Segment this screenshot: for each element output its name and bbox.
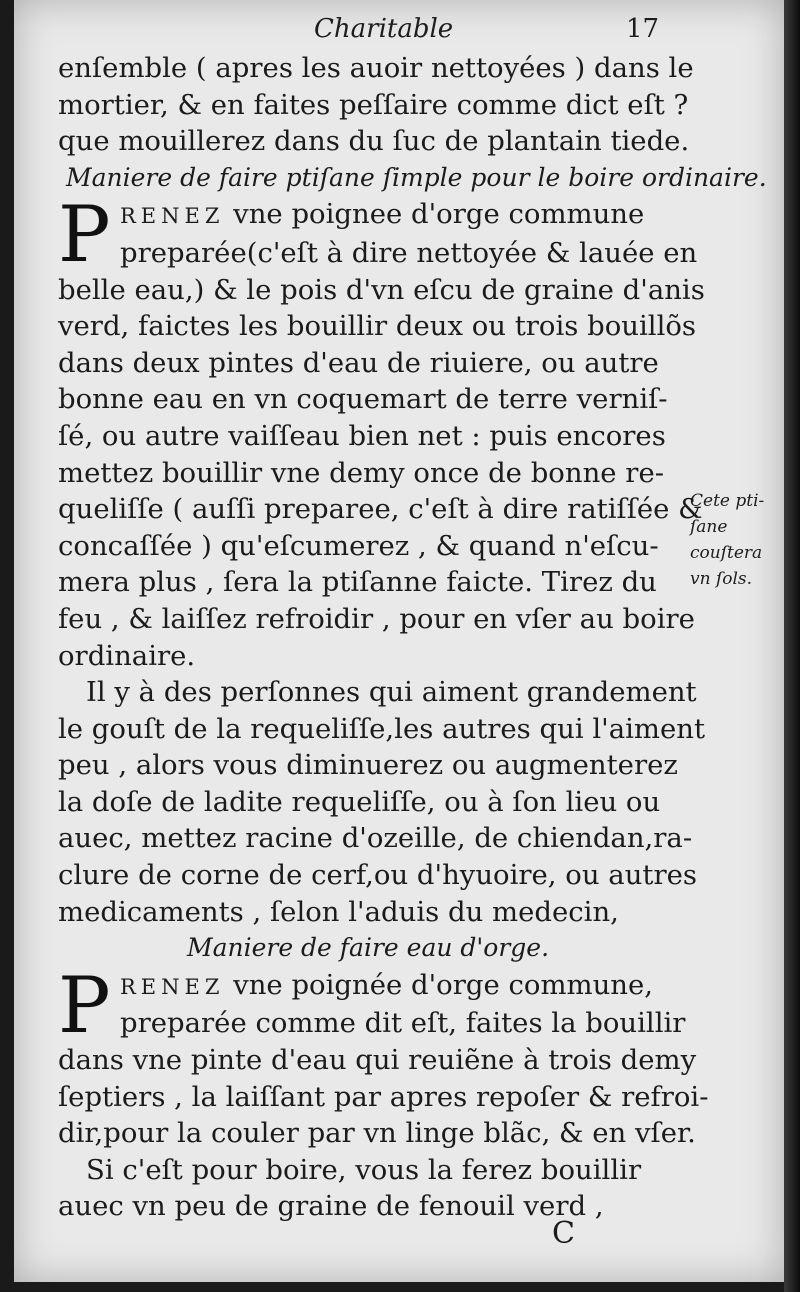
- margin-note-line: couſtera: [690, 543, 763, 563]
- text-line: belle eau,) & le pois d'vn eſcu de graine d'anis: [58, 273, 705, 306]
- text-line: queliſſe ( auſſi preparee, c'eſt à dire ratiſſée &: [58, 493, 703, 526]
- drop-capital: P: [58, 190, 111, 281]
- section-eau-dorge: [58, 960, 686, 1051]
- text-line: [58, 967, 678, 1006]
- text-line: medicaments , ſelon l'aduis du medecin,: [58, 895, 619, 928]
- text-line: mera plus , ſera la ptiſanne faicte. Tirez du: [58, 566, 657, 599]
- text-line: ſé, ou autre vaiſſeau bien net : puis encores: [58, 419, 666, 452]
- small-caps-word: RENEZ: [120, 974, 225, 999]
- text-line: Si c'eſt pour boire, vous la ferez bouillir: [86, 1153, 642, 1186]
- book-page: [14, 0, 784, 1282]
- text-line: peu , alors vous diminuerez ou augmenterez: [58, 749, 678, 782]
- text-line: clure de corne de cerf,ou d'hyuoire, ou autres: [58, 859, 697, 892]
- signature-mark: C: [552, 1216, 575, 1251]
- section-ptisane: [58, 190, 698, 281]
- drop-capital: P: [58, 960, 111, 1051]
- text-line: preparée(c'eſt à dire nettoyée & lauée en: [120, 236, 698, 269]
- margin-note-line: ſane: [690, 517, 728, 537]
- text-line: concaſſée ) qu'eſcumerez , & quand n'eſcu-: [58, 529, 659, 562]
- text-line: ordinaire.: [58, 639, 196, 672]
- text-line: auec vn peu de graine de fenouil verd ,: [58, 1190, 604, 1223]
- text-line: enſemble ( apres les auoir nettoyées ) dans le: [58, 52, 694, 84]
- page-number: 17: [626, 14, 660, 44]
- text-line: auec, mettez racine d'ozeille, de chiendan,ra-: [58, 822, 693, 855]
- text-fragment: vne poignee d'orge commune: [224, 198, 645, 231]
- text-line: verd, faictes les bouillir deux ou trois bouillõs: [58, 310, 697, 343]
- text-line: ſeptiers , la laiſſant par apres repoſer & refroi-: [58, 1080, 709, 1113]
- text-fragment: vne poignée d'orge commune,: [224, 968, 654, 1001]
- page-edge-shadow: [784, 0, 800, 1292]
- text-line: bonne eau en vn coquemart de terre verniſ-: [58, 383, 668, 416]
- margin-note: [690, 488, 780, 592]
- text-line: le gouſt de la requeliſſe,les autres qui l'aiment: [58, 712, 706, 745]
- text-line: [58, 196, 678, 235]
- running-head: Charitable: [314, 14, 454, 44]
- text-line: dir,pour la couler par vn linge blãc, & en vſer.: [58, 1117, 696, 1150]
- section-heading-eau-dorge: Maniere de faire eau d'orge.: [186, 933, 550, 963]
- text-line: mettez bouillir vne demy once de bonne re-: [58, 456, 665, 489]
- text-line: que mouillerez dans du ſuc de plantain tiede.: [58, 125, 690, 158]
- margin-note-line: vn ſols.: [690, 569, 753, 589]
- text-line: la doſe de ladite requeliſſe, ou à ſon lieu ou: [58, 785, 661, 818]
- text-line: preparée comme dit eſt, faites la bouillir: [120, 1007, 686, 1040]
- small-caps-word: RENEZ: [120, 204, 225, 229]
- text-line: feu , & laiſſez refroidir , pour en vſer au boire: [58, 602, 695, 635]
- text-line: mortier, & en faites peſſaire comme dict eſt ?: [58, 88, 689, 121]
- text-line: dans deux pintes d'eau de riuiere, ou autre: [58, 346, 659, 379]
- section-heading-ptisane: Maniere de faire ptiſane ſimple pour le boire ordinaire.: [66, 162, 767, 192]
- text-line: Il y à des perſonnes qui aiment grandement: [86, 676, 697, 709]
- text-line: dans vne pinte d'eau qui reuiẽne à trois demy: [58, 1044, 697, 1077]
- margin-note-line: Cete pti-: [690, 491, 765, 511]
